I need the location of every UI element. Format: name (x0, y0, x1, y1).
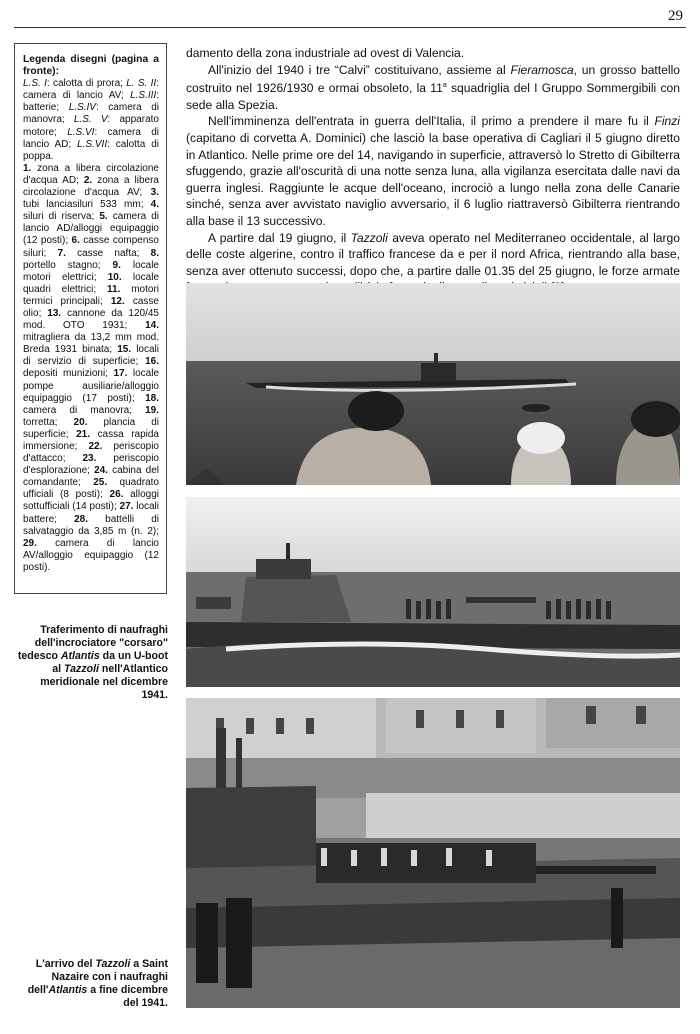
drawing-legend (14, 43, 167, 594)
legend-item-number: 24. (94, 465, 108, 477)
legend-code-desc: : camera di lancio AD; (23, 126, 159, 150)
legend-code-desc: : calotta di prora; (46, 78, 127, 90)
legend-item-desc: plancia di superficie; (23, 416, 159, 440)
legend-item-number: 5. (99, 211, 108, 223)
legend-item-number: 16. (145, 356, 159, 368)
legend-item-desc: mitragliera da 13,2 mm mod. Breda 1931 binata; (23, 332, 159, 356)
legend-code-desc: : calotta di poppa. (23, 138, 159, 162)
photo-arrival-saint-nazaire (186, 698, 680, 1008)
paragraph-3: Nell'imminenza dell'entrata in guerra dell'Italia, il primo a prendere il mare fu il Finzi (capitano di corvetta A. Dominici) che lasciò la base operativa di Cagliari il 5 giugno diretto in Atlantico. Nelle prime ore del 14, navigando in superficie, attraversò lo Stretto di Gibilterra sfuggendo, grazie all'oscurità di una notte senza luna, alla vigilanza esercitata dalle navi da guerra inglesi. Raggiunte le acque dell'oceano, incrociò a lungo nella zona delle Canarie sinché, senza aver avvistato naviglio avversario, il 6 luglio riattraversò Gibilterra rientrando alla base il 13 successivo. (186, 114, 680, 228)
legend-code: L.S.III (130, 90, 157, 102)
legend-codes (23, 78, 159, 163)
legend-title: Legenda disegni (pagina a fronte): (23, 54, 159, 78)
legend-item-desc: quadrato ufficiali (8 posti); (23, 477, 159, 501)
legend-item-desc: casse compenso siluri; (23, 235, 159, 259)
legend-item-number: 10. (107, 271, 122, 283)
legend-item-number: 6. (71, 235, 80, 247)
legend-item-desc: casse nafta; (65, 247, 151, 259)
legend-item-number: 8. (150, 247, 159, 259)
photo-castaway-transfer (186, 497, 680, 687)
legend-item-desc: siluri di riserva; (23, 211, 100, 223)
legend-item-desc: cassa rapida immersione; (23, 428, 159, 452)
legend-item-desc: locale motori elettrici; (23, 259, 159, 283)
legend-item-number: 27. (119, 501, 134, 513)
legend-items (23, 163, 159, 574)
header-rule (14, 27, 686, 28)
legend-item-desc: locale pompe ausiliarie/alloggio equipaggio (17 posti); (23, 368, 160, 404)
legend-item-number: 14. (145, 320, 159, 332)
legend-item-desc: cabina del comandante; (23, 465, 159, 489)
paragraph-2: All'inizio del 1940 i tre “Calvi” costituivano, assieme al Fieramosca, un grosso battello costruito nel 1926/1930 e ormai obsoleto, la 11$^a$ squadriglia del I Gruppo Sommergibili con sede alla Spezia. (186, 62, 680, 112)
legend-item-desc: camera di lancio AV/alloggio equipaggio (12 posti). (23, 537, 159, 573)
legend-item-number: 18. (145, 392, 159, 404)
legend-code: L.S. I (23, 78, 47, 90)
legend-item-desc: periscopio d'attacco; (23, 441, 159, 465)
legend-item-number: 12. (110, 295, 125, 307)
legend-item-desc: battelli di salvataggio da 3,85 m (n. 2); (23, 513, 159, 537)
legend-item-number: 19. (145, 404, 159, 416)
legend-item-number: 29. (23, 537, 37, 549)
legend-item-number: 25. (93, 477, 108, 489)
legend-item-desc: periscopio d'esplorazione; (23, 453, 159, 477)
page-number: 29 (668, 8, 683, 24)
legend-item-number: 11. (107, 283, 121, 295)
legend-item-desc: tubi lanciasiluri 533 mm; (23, 199, 151, 211)
legend-item-number: 20. (73, 416, 88, 428)
legend-item-number: 21. (76, 428, 91, 440)
legend-item-desc: cannone da 120/45 mod. OTO 1931; (23, 307, 159, 332)
legend-item-number: 9. (112, 259, 121, 271)
legend-code: L.S.IV (68, 102, 96, 114)
legend-item-desc: locali di servizio di superficie; (23, 344, 159, 368)
legend-item-number: 28. (74, 513, 88, 525)
legend-item-number: 4. (150, 199, 159, 211)
legend-item-number: 13. (47, 307, 62, 319)
legend-item-desc: zona a libera circolazione d'acqua AD; (23, 162, 159, 186)
paragraph-1: damento della zona industriale ad ovest di Valencia. (186, 46, 465, 60)
legend-item-desc: camera di manovra; (23, 404, 146, 416)
legend-item-desc: locali battere; (23, 501, 160, 525)
legend-code: L. S. II (126, 78, 157, 90)
legend-code: L.S. V (73, 114, 108, 126)
legend-code-desc: : camera di lancio AV; (23, 78, 159, 102)
legend-code-desc: : batterie; (23, 90, 159, 114)
legend-item-desc: motori termici principali; (23, 283, 160, 307)
legend-item-number: 17. (113, 368, 128, 380)
legend-item-number: 26. (109, 489, 124, 501)
legend-code: L.S.VI (67, 126, 95, 138)
photo-caption-transfer: Traferimento di naufraghi dell'incrociatore "corsaro" tedesco Atlantis da un U-boot al Tazzoli nell'Atlantico meridionale nel dicembre 1941. (17, 624, 168, 701)
legend-item-number: 22. (88, 441, 103, 452)
legend-item-number: 2. (83, 174, 93, 186)
legend-item-number: 3. (150, 187, 159, 199)
legend-item-desc: portello stagno; (23, 259, 113, 271)
legend-item-desc: depositi munizioni; (23, 368, 114, 380)
legend-item-number: 23. (82, 453, 97, 465)
legend-item-number: 1. (23, 162, 32, 174)
article-body (186, 45, 680, 296)
paragraph-4: A partire dal 19 giugno, il Tazzoli aveva operato nel Mediterraneo occidentale, al largo delle coste algerine, contro il traffico francese da e per il nord Africa, rientrando alla base, senza aver ottenuto successi, dopo che, a partire dalle 01.35 del 25 giugno, le forze armate (186, 230, 680, 296)
legend-item-desc: zona a libera circolazione d'acqua AV; (23, 174, 159, 199)
photo-caption-arrival: L'arrivo del Tazzoli a Saint Nazaire con i naufraghi dell'Atlantis a fine dicembre del 1941. (27, 958, 168, 1009)
legend-item-desc: torretta; (23, 416, 74, 428)
legend-item-desc: casse olio; (23, 295, 159, 319)
legend-item-number: 7. (57, 247, 66, 259)
legend-code-desc: : camera di manovra; (23, 102, 159, 126)
photo-submarine-at-sea (186, 283, 680, 485)
legend-item-number: 15. (117, 344, 132, 356)
legend-item-desc: locale quadri elettrici; (23, 271, 160, 295)
legend-item-desc: camera di lancio AD/alloggi equipaggio (12 posti); (23, 211, 159, 247)
legend-code: L.S.VII (77, 138, 108, 150)
legend-item-desc: alloggi sottufficiali (14 posti); (23, 489, 159, 513)
legend-code-desc: : apparato motore; (23, 114, 159, 138)
